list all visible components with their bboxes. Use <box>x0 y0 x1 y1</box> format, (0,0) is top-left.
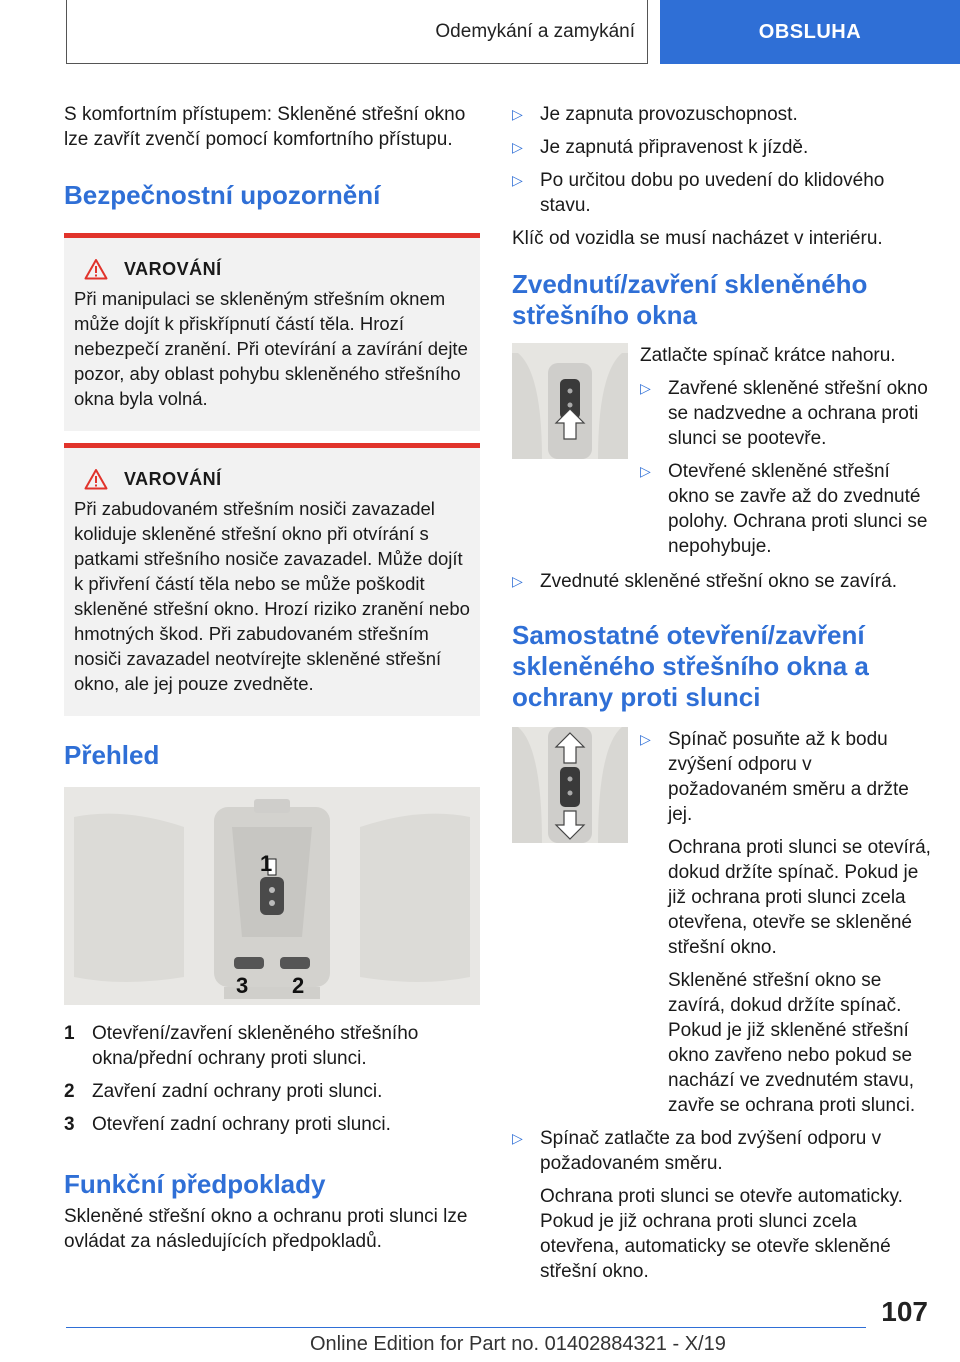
separate-text-block <box>640 727 932 1118</box>
key-note: Klíč od vozidla se musí nacházet v interiéru. <box>512 228 883 249</box>
warning-title-text-2: VAROVÁNÍ <box>124 468 222 489</box>
bullet-triangle-icon: ▷ <box>640 463 651 479</box>
separate-section <box>512 727 932 1118</box>
bullet-triangle-icon: ▷ <box>640 380 651 396</box>
prereq-text: Skleněné střešní okno a ochranu proti slunci lze ovládat za následujících předpokladů. <box>64 1206 468 1252</box>
legend-text: Otevření zadní ochrany proti slunci. <box>92 1114 391 1135</box>
raise-intro: Zatlačte spínač krátce nahoru. <box>640 345 896 366</box>
header-tab-label: OBSLUHA <box>758 20 862 43</box>
condition-item <box>512 168 932 218</box>
raise-bullet <box>640 376 932 451</box>
raise-bullet <box>640 459 932 559</box>
separate-heading: Samostatné otevření/zavření skleněného střešního okna a ochrany proti slunci <box>512 620 869 712</box>
image-label-2: 2 <box>292 973 305 998</box>
separate-bullet-text: Spínač posuňte až k bodu zvýšení odporu v požadovaném směru a držte jej. <box>668 729 909 825</box>
right-column <box>512 102 932 1284</box>
bullet-triangle-icon: ▷ <box>512 139 523 155</box>
switch-up-image <box>512 343 628 459</box>
warning-box-2 <box>64 443 480 716</box>
switch-up-illustration <box>512 343 628 459</box>
safety-heading: Bezpečnostní upozornění <box>64 180 381 210</box>
header-section-label: Odemykání a zamykání <box>435 20 635 42</box>
warning-box-1 <box>64 233 480 431</box>
separate-para-2: Skleněné střešní okno se zavírá, dokud držíte spínač. Pokud je již skleněné střešní okno zavřeno nebo pokud se nachází ve zvednutém stavu, zavře se ochrana proti slunci. <box>668 970 916 1116</box>
raise-heading: Zvednutí/zavření skleněného střešního okna <box>512 269 868 330</box>
condition-item <box>512 135 932 160</box>
header-section-title <box>66 0 648 64</box>
separate-bullet <box>640 727 932 827</box>
warning-triangle-icon <box>84 258 108 280</box>
header-tab[interactable] <box>660 0 960 64</box>
roof-console-illustration <box>64 787 480 1005</box>
raise-text-block <box>640 343 932 559</box>
switch-both-image <box>512 727 628 843</box>
raise-bullet-text: Zvednuté skleněné střešní okno se zavírá. <box>540 571 897 592</box>
bullet-triangle-icon: ▷ <box>512 1130 523 1146</box>
warning-title-2 <box>74 468 470 490</box>
separate-para-3: Ochrana proti slunci se otevře automaticky. Pokud je již ochrana proti slunci zcela otevřena, automaticky se otevře skleněné střešní okno. <box>540 1186 903 1282</box>
condition-text: Je zapnuta provozuschopnost. <box>540 104 798 125</box>
overview-image <box>64 787 480 1005</box>
legend-item-2 <box>64 1079 480 1104</box>
intro-text: S komfortním přístupem: Skleněné střešní okno lze zavřít zvenčí pomocí komfortního přístupu. <box>64 104 466 150</box>
legend-number: 1 <box>64 1023 75 1044</box>
raise-section <box>512 343 932 559</box>
warning-title-1 <box>74 258 470 280</box>
condition-text: Je zapnutá připravenost k jízdě. <box>540 137 809 158</box>
warning-text-2: Při zabudovaném střešním nosiči zavazadel koliduje skleněné střešní okno při otvírání s patkami střešního nosiče zavazadel. Může dojít k přivření částí těla nebo se může poškodit skleněné střešní okno. Hrozí riziko zranění nebo hmotných škod. Při zabudovaném střešním nosiči zavazadel neotvírejte skleněné střešní okno, ale jej pouze zvedněte. <box>74 498 470 694</box>
legend-text: Zavření zadní ochrany proti slunci. <box>92 1081 383 1102</box>
bullet-triangle-icon: ▷ <box>512 106 523 122</box>
raise-bullet <box>512 569 932 594</box>
bullet-triangle-icon: ▷ <box>512 172 523 188</box>
raise-bullet-text: Zavřené skleněné střešní okno se nadzvedne a ochrana proti slunci se pootevře. <box>668 378 928 449</box>
separate-para-1: Ochrana proti slunci se otevírá, dokud držíte spínač. Pokud je již ochrana proti slunci zcela otevřena, otevře se skleněné střešní okno. <box>668 837 931 958</box>
warning-triangle-icon <box>84 468 108 490</box>
prereq-heading: Funkční předpoklady <box>64 1169 326 1199</box>
warning-title-text-1: VAROVÁNÍ <box>124 258 222 279</box>
legend-number: 3 <box>64 1114 75 1135</box>
condition-text: Po určitou dobu po uvedení do klidového stavu. <box>540 170 885 216</box>
page-number: 107 <box>881 1296 928 1327</box>
bullet-triangle-icon: ▷ <box>512 573 523 589</box>
separate-bullet <box>512 1126 932 1176</box>
condition-item <box>512 102 932 127</box>
footer-edition: Online Edition for Part no. 01402884321 - X/19 <box>310 1333 726 1355</box>
image-label-1: 1 <box>260 851 273 876</box>
legend-item-3 <box>64 1112 480 1137</box>
left-column <box>64 102 480 1254</box>
warning-text-1: Při manipulaci se skleněným střešním oknem může dojít k přiskřípnutí částí těla. Hrozí nebezpečí zranění. Při otevírání a zavírání dejte pozor, aby oblast pohybu skleněného střešního okna byla volná. <box>74 288 468 409</box>
footer-divider <box>66 1327 866 1328</box>
separate-bullet-text: Spínač zatlačte za bod zvýšení odporu v požadovaném směru. <box>540 1128 882 1174</box>
raise-bullet-text: Otevřené skleněné střešní okno se zavře až do zvednuté polohy. Ochrana proti slunci se nepohybuje. <box>668 461 928 557</box>
switch-both-illustration <box>512 727 628 843</box>
overview-heading: Přehled <box>64 740 160 770</box>
image-label-3: 3 <box>236 973 249 998</box>
bullet-triangle-icon: ▷ <box>640 731 651 747</box>
legend-text: Otevření/zavření skleněného střešního okna/přední ochrany proti slunci. <box>92 1023 419 1069</box>
legend-number: 2 <box>64 1081 75 1102</box>
legend-item-1 <box>64 1021 480 1071</box>
